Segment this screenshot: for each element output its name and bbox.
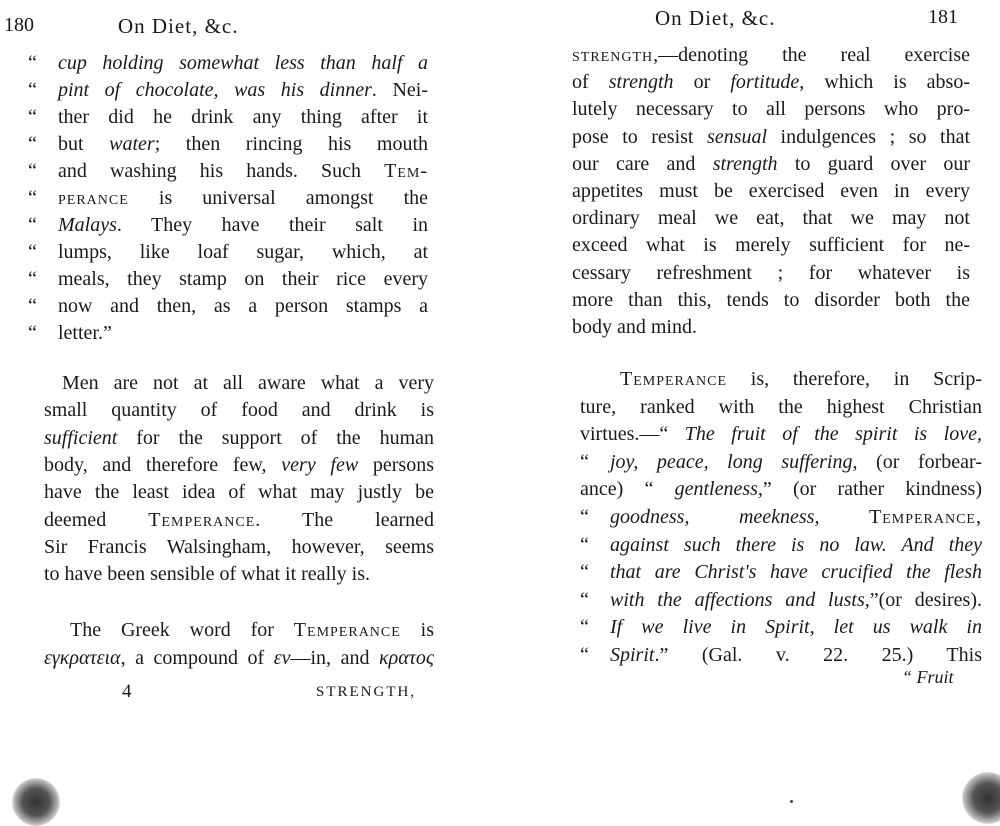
- text-run: sufficient: [44, 426, 118, 449]
- text-run: but: [58, 133, 110, 155]
- text-line: [580, 476, 982, 502]
- text-line: [44, 507, 434, 533]
- text-run: The fruit of the spirit is love,: [684, 423, 982, 446]
- line-text: [610, 589, 982, 611]
- text-line: [62, 370, 434, 396]
- text-line: [44, 645, 434, 671]
- text-line: [580, 614, 982, 640]
- text-run: sensual: [707, 125, 768, 148]
- text-run: now and then, as a person stamps a: [58, 295, 428, 317]
- line-text: [58, 133, 428, 155]
- quote-mark: “: [580, 644, 589, 666]
- left-page-number: 180: [4, 14, 34, 36]
- signature-mark: 4: [122, 681, 132, 702]
- text-run: virtues.—“: [580, 423, 685, 446]
- text-run: gentleness,: [674, 478, 763, 501]
- text-line: [28, 320, 428, 346]
- text-run: cup holding somewhat less than half a: [58, 52, 428, 74]
- line-text: [58, 214, 428, 236]
- text-run: , which is abso-: [799, 71, 970, 94]
- line-text: [572, 71, 970, 93]
- text-run: Men are not at all aware what a very: [62, 372, 434, 394]
- line-text: [58, 79, 428, 101]
- quote-mark: “: [28, 79, 37, 101]
- text-line: [572, 151, 970, 177]
- text-run: fortitude: [730, 71, 800, 94]
- text-line: [28, 104, 428, 130]
- text-run: goodness, meekness,: [610, 506, 820, 528]
- text-line: [28, 158, 428, 184]
- text-run: strength: [608, 71, 674, 94]
- text-line: [580, 642, 982, 668]
- text-run: perance: [58, 187, 129, 209]
- line-text: [572, 98, 970, 120]
- text-line: [44, 397, 434, 423]
- quote-mark: “: [28, 241, 37, 263]
- quote-mark: “: [580, 616, 589, 639]
- text-run: letter.”: [58, 322, 112, 344]
- text-line: [572, 96, 970, 122]
- line-text: [44, 536, 434, 558]
- line-text: [58, 52, 428, 74]
- line-text: [610, 451, 982, 473]
- line-text: [44, 509, 434, 531]
- quote-mark: “: [28, 52, 37, 74]
- left-running-head: On Diet, &c.: [118, 14, 239, 38]
- text-run: ,—denoting the real exercise: [653, 44, 970, 66]
- line-text: [620, 368, 982, 390]
- quote-mark: “: [28, 106, 37, 128]
- left-page: [0, 0, 500, 805]
- text-line: [572, 232, 970, 258]
- text-run: . The learned: [255, 508, 434, 531]
- right-catchword: “ Fruit: [902, 667, 954, 687]
- text-run: Temperance: [620, 368, 728, 390]
- text-run: pose to resist: [572, 125, 708, 148]
- text-run: have the least idea of what may justly be: [44, 481, 434, 504]
- line-text: [572, 207, 970, 229]
- text-run: deemed: [44, 508, 149, 531]
- line-text: [58, 295, 428, 317]
- line-text: [610, 616, 982, 638]
- text-run: Temperance,: [868, 506, 982, 528]
- line-text: [610, 534, 982, 556]
- text-line: [620, 366, 982, 392]
- text-line: [580, 394, 982, 420]
- text-run: body and mind.: [572, 316, 697, 338]
- text-run: —in, and: [290, 647, 380, 669]
- text-run: Sir Francis Walsingham, however, seems: [44, 535, 434, 558]
- text-line: [572, 314, 970, 340]
- text-run: to have been sensible of what it really is.: [44, 563, 371, 586]
- text-line: [572, 42, 970, 68]
- line-text: [572, 126, 970, 148]
- text-line: [44, 452, 434, 478]
- quote-mark: “: [28, 214, 37, 236]
- text-line: [44, 534, 434, 560]
- text-run: water: [109, 133, 155, 155]
- text-line: [28, 239, 428, 265]
- text-run: Temperance: [148, 508, 256, 531]
- text-run: . They have their salt in: [116, 214, 428, 236]
- right-page: [500, 0, 1000, 805]
- text-run: small quantity of food and drink is: [44, 399, 434, 422]
- line-text: [58, 160, 428, 182]
- text-line: [572, 287, 970, 313]
- text-run: persons: [358, 453, 435, 476]
- text-run: with the affections and lusts,: [610, 588, 870, 611]
- line-text: [44, 454, 434, 476]
- right-page-number: 181: [928, 6, 958, 28]
- line-text: [44, 399, 434, 421]
- text-run: more than this, tends to disorder both the: [572, 288, 970, 311]
- text-line: [44, 561, 434, 587]
- line-text: [58, 268, 428, 290]
- quote-mark: “: [28, 187, 37, 209]
- text-run: lumps, like loaf sugar, which, at: [58, 241, 428, 263]
- text-run: .” (Gal. v. 22. 25.) This: [654, 644, 982, 666]
- text-line: [572, 124, 970, 150]
- text-run: strength: [712, 152, 778, 175]
- line-text: [580, 423, 982, 445]
- text-run: Tem-: [384, 160, 428, 182]
- quote-mark: “: [28, 268, 37, 290]
- text-line: [28, 212, 428, 238]
- text-line: [44, 425, 434, 451]
- ink-blot: [12, 778, 60, 826]
- text-run: , a compound of: [120, 647, 274, 669]
- text-run: cessary refreshment ; for whatever is: [572, 261, 970, 284]
- line-text: [572, 44, 970, 66]
- quote-mark: “: [28, 133, 37, 155]
- line-text: [580, 396, 982, 418]
- text-run: Spirit: [610, 644, 655, 666]
- right-running-head: On Diet, &c.: [655, 6, 776, 30]
- text-line: [28, 266, 428, 292]
- text-run: to guard over our: [777, 152, 971, 175]
- line-text: [58, 241, 428, 263]
- line-text: [44, 481, 434, 503]
- left-catchword: STRENGTH,: [316, 684, 417, 700]
- text-run: ance) “: [580, 478, 675, 501]
- text-line: [44, 479, 434, 505]
- line-text: [572, 153, 970, 175]
- text-run: ”(or desires).: [869, 588, 982, 611]
- text-line: [572, 178, 970, 204]
- text-run: and washing his hands. Such: [58, 160, 385, 182]
- line-text: [610, 644, 982, 666]
- quote-mark: “: [580, 561, 589, 584]
- text-line: [580, 504, 982, 530]
- line-text: [572, 289, 970, 311]
- quote-mark: “: [28, 322, 37, 344]
- text-run: , (or forbear-: [852, 450, 982, 473]
- text-run: ” (or rather kindness): [762, 478, 982, 501]
- text-line: [28, 77, 428, 103]
- text-line: [28, 293, 428, 319]
- text-run: Temperance: [293, 619, 401, 641]
- line-text: [58, 106, 428, 128]
- text-line: [28, 131, 428, 157]
- text-line: [580, 559, 982, 585]
- quote-mark: “: [28, 295, 37, 317]
- quote-mark: “: [580, 506, 589, 528]
- text-run: that are Christ's have crucified the flesh: [610, 561, 982, 584]
- line-text: [62, 372, 434, 394]
- line-text: [44, 647, 434, 669]
- text-run: is, therefore, in Scrip-: [727, 368, 982, 390]
- line-text: [580, 478, 982, 500]
- text-run: ther did he drink any thing after it: [58, 106, 428, 128]
- ink-blot: [962, 772, 1000, 824]
- text-run: εν: [273, 647, 291, 669]
- text-run: ture, ranked with the highest Christian: [580, 395, 982, 418]
- text-run: against such there is no law. And they: [610, 533, 982, 556]
- quote-mark: “: [580, 588, 589, 611]
- text-line: [580, 421, 982, 447]
- text-line: [28, 50, 428, 76]
- text-run: appetites must be exercised even in every: [572, 180, 970, 202]
- text-run: of: [572, 71, 609, 94]
- text-line: [572, 69, 970, 95]
- text-run: body, and therefore few,: [44, 453, 282, 476]
- line-text: [44, 563, 370, 585]
- text-run: [819, 506, 869, 528]
- text-run: εγκρατεια: [44, 647, 121, 669]
- text-run: for the support of the human: [117, 426, 434, 449]
- line-text: [70, 619, 434, 641]
- text-run: our care and: [572, 152, 713, 175]
- text-run: pint of chocolate, was his dinner: [58, 79, 372, 101]
- text-run: The Greek word for: [70, 619, 294, 641]
- text-run: indulgences ; so that: [767, 125, 971, 148]
- text-run: joy, peace, long suffering: [610, 450, 853, 473]
- text-run: strength: [572, 44, 654, 66]
- line-text: [610, 506, 982, 528]
- text-run: ; then rincing his mouth: [154, 133, 429, 155]
- text-line: [572, 260, 970, 286]
- line-text: [572, 180, 970, 202]
- text-run: meals, they stamp on their rice every: [58, 268, 428, 290]
- text-run: κρατος: [379, 647, 434, 669]
- line-text: [572, 316, 697, 338]
- quote-mark: “: [28, 160, 37, 182]
- line-text: [58, 187, 428, 209]
- line-text: [44, 427, 434, 449]
- paper-speck: [790, 800, 793, 803]
- quote-mark: “: [580, 533, 589, 556]
- text-line: [70, 617, 434, 643]
- text-run: Malays: [58, 214, 117, 236]
- text-run: or: [673, 71, 731, 94]
- text-run: exceed what is merely sufficient for ne-: [572, 234, 970, 257]
- text-run: If we live in Spirit, let us walk in: [610, 616, 982, 639]
- text-run: is universal amongst the: [128, 187, 428, 209]
- text-run: ordinary meal we eat, that we may not: [572, 207, 970, 230]
- line-text: [572, 234, 970, 256]
- text-run: lutely necessary to all persons who pro-: [572, 98, 970, 121]
- text-run: is: [400, 619, 435, 641]
- quote-mark: “: [580, 450, 589, 473]
- line-text: [610, 561, 982, 583]
- text-line: [580, 449, 982, 475]
- text-line: [28, 185, 428, 211]
- text-run: . Nei-: [371, 79, 429, 101]
- text-run: very few: [281, 453, 359, 476]
- text-line: [580, 587, 982, 613]
- line-text: [572, 262, 970, 284]
- text-line: [580, 532, 982, 558]
- line-text: [58, 322, 112, 344]
- text-line: [572, 205, 970, 231]
